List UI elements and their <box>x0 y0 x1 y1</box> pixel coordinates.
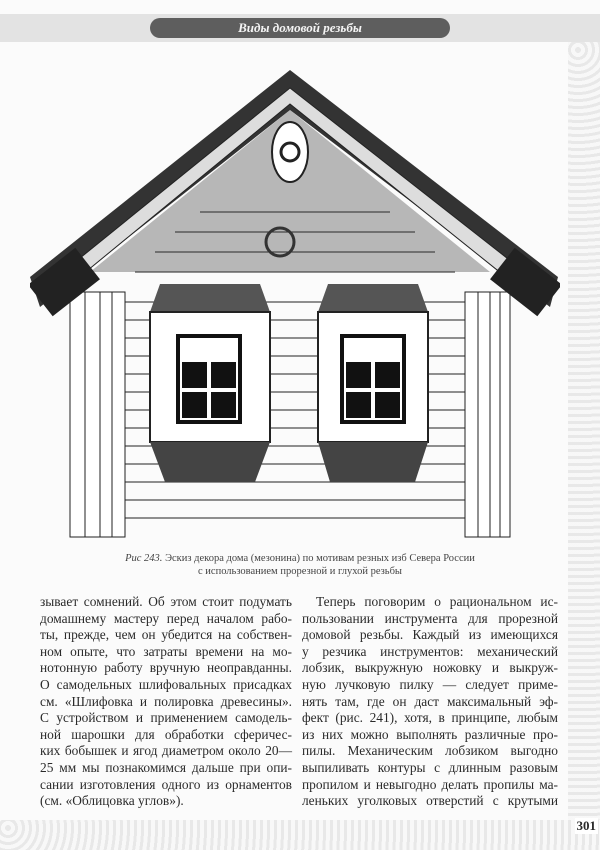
window-right <box>318 284 428 482</box>
text-line: С устройством и применением самодель- <box>40 710 292 726</box>
text-line: пилы. Механическим лобзиком выгодно <box>302 743 558 759</box>
text-line: ной шарошки для обработки сферичес- <box>40 726 292 742</box>
window-left <box>150 284 270 482</box>
text-line: ную лучковую пилку — следует приме- <box>302 676 558 692</box>
figure-label: Рис 243. <box>125 553 163 564</box>
text-line: выпиливать контуры с длинным разовым <box>302 759 558 775</box>
lace-border-right <box>568 40 600 850</box>
text-line: О самодельных шлифовальных присадках <box>40 676 292 692</box>
text-line: см. «Шлифовка и полировка древесины». <box>40 693 292 709</box>
text-line: нотонную работу вручную неоправданны. <box>40 660 292 676</box>
caption-line-2: с использованием прорезной и глухой резьбы <box>198 566 402 577</box>
text-line: ты, прежде, чем он убедится на собствен- <box>40 627 292 643</box>
text-line: 25 мм мы познакомимся дальше при опи- <box>40 759 292 775</box>
text-line: ких бобышек и ягод диаметром около 20— <box>40 743 292 759</box>
text-line: ном опыте, что затраты времени на мо- <box>40 643 292 659</box>
house-illustration <box>30 62 560 540</box>
text-line: нять там, где он даст максимальный эф- <box>302 693 558 709</box>
right-text-column <box>302 594 558 810</box>
text-line: леньких уголковых отверстий с крутыми <box>302 793 558 809</box>
text-line: фект (рис. 241), хотя, в принципе, любым <box>302 710 558 726</box>
left-text-column <box>40 594 292 810</box>
text-line: пропилом и невыгодно делать пропилы ма- <box>302 776 558 792</box>
figure-caption <box>60 552 540 578</box>
text-line: у резчика инструментов: механический <box>302 643 558 659</box>
lace-border-bottom <box>0 820 600 850</box>
header-title: Виды домовой резьбы <box>238 20 362 35</box>
text-line: домашнему мастеру перед началом рабо- <box>40 610 292 626</box>
text-line: зывает сомнений. Об этом стоит подумать <box>40 594 292 609</box>
text-line: сании изготовления одного из орнаментов <box>40 776 292 792</box>
page-number: 301 <box>576 818 596 833</box>
caption-line-1: Эскиз декора дома (мезонина) по мотивам резных изб Севера России <box>165 553 475 564</box>
text-line: из них можно выполнять различные про- <box>302 726 558 742</box>
text-line: лобзик, выкружную ножовку и выкруж- <box>302 660 558 676</box>
text-line: Теперь поговорим о рациональном ис- <box>316 594 558 609</box>
text-line: пользовании инструмента для прорезной <box>302 610 558 626</box>
text-line: (см. «Облицовка углов»). <box>40 793 184 809</box>
text-line: домовой резьбы. Каждый из имеющихся <box>302 627 558 643</box>
